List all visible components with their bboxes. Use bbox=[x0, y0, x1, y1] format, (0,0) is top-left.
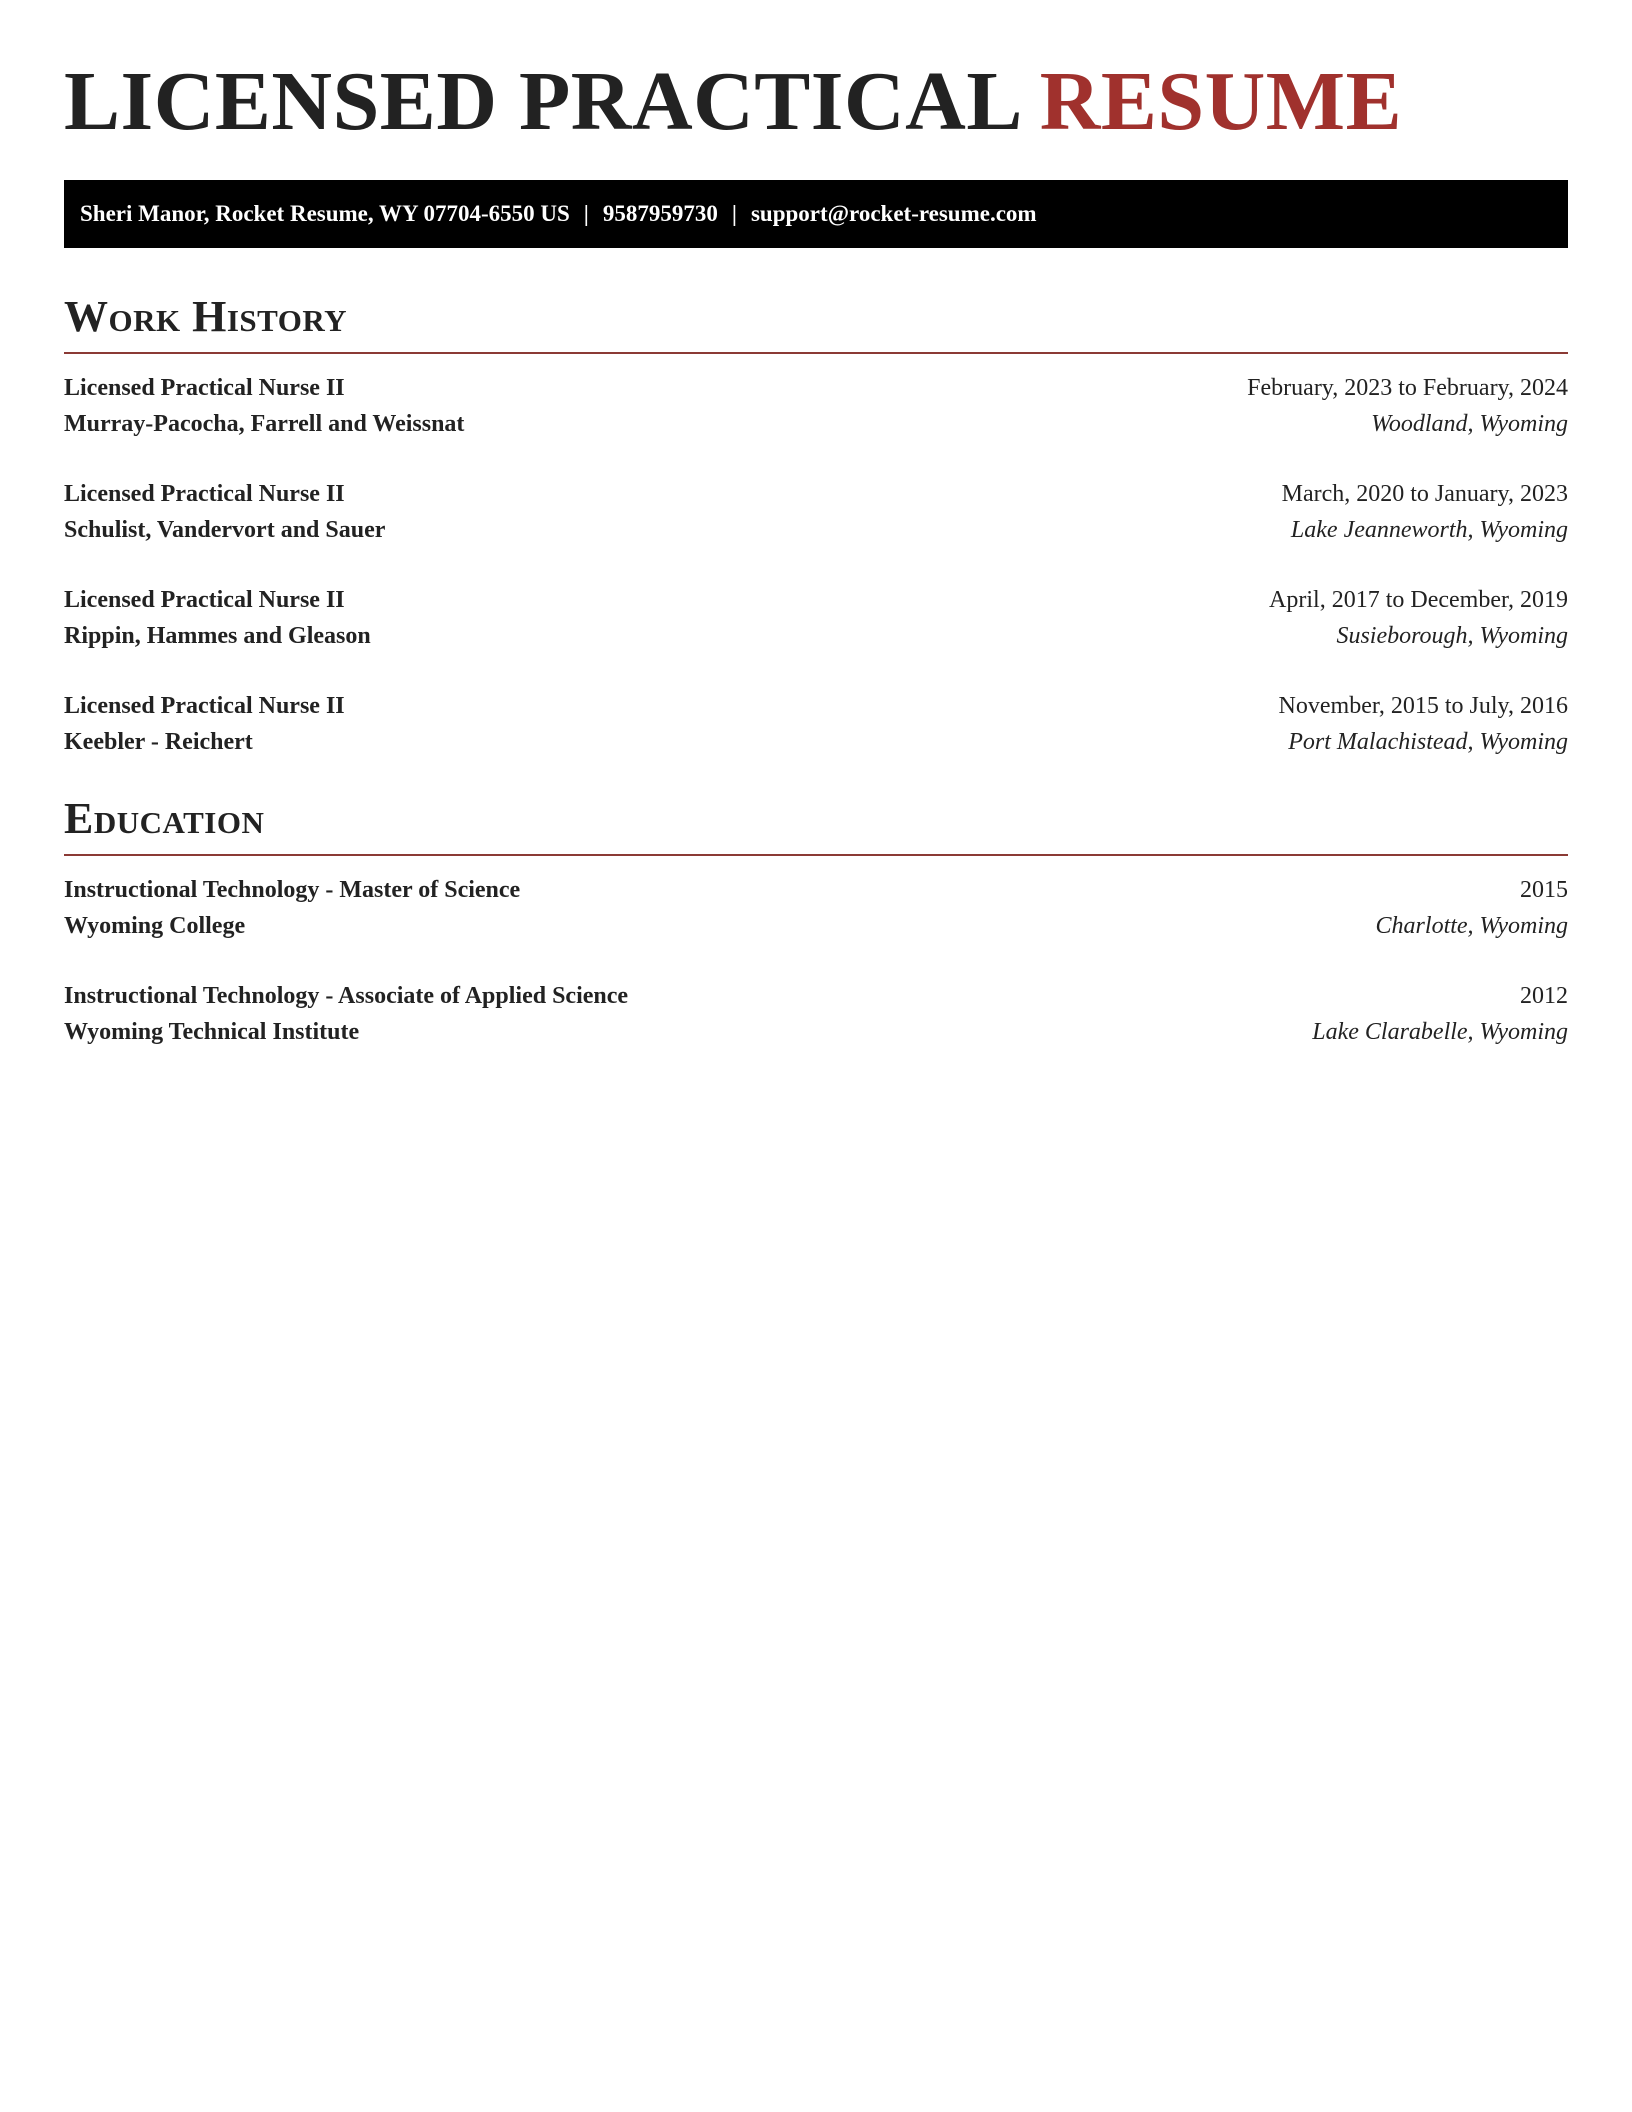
education-list bbox=[64, 872, 1568, 1050]
job-location: Port Malachistead, Wyoming bbox=[1288, 729, 1568, 755]
job-title: Licensed Practical Nurse II bbox=[64, 375, 345, 401]
title-accent: RESUME bbox=[1039, 55, 1403, 148]
education-entry-bottom-row bbox=[64, 1014, 1568, 1050]
work-history-heading: Work History bbox=[64, 292, 1568, 354]
work-entry bbox=[64, 688, 1568, 760]
school-name: Wyoming Technical Institute bbox=[64, 1019, 360, 1045]
work-entry-top-row bbox=[64, 688, 1568, 724]
education-entry bbox=[64, 978, 1568, 1050]
job-title: Licensed Practical Nurse II bbox=[64, 481, 345, 507]
employer-name: Keebler - Reichert bbox=[64, 729, 253, 755]
job-dates: April, 2017 to December, 2019 bbox=[1269, 587, 1568, 613]
job-dates: February, 2023 to February, 2024 bbox=[1247, 375, 1568, 401]
education-section bbox=[64, 794, 1568, 1050]
work-entry-bottom-row bbox=[64, 406, 1568, 442]
job-title: Licensed Practical Nurse II bbox=[64, 693, 345, 719]
work-entry bbox=[64, 476, 1568, 548]
work-entry bbox=[64, 582, 1568, 654]
employer-name: Rippin, Hammes and Gleason bbox=[64, 623, 371, 649]
work-entry-top-row bbox=[64, 582, 1568, 618]
work-entry-bottom-row bbox=[64, 618, 1568, 654]
school-name: Wyoming College bbox=[64, 913, 246, 939]
work-entry bbox=[64, 370, 1568, 442]
contact-address: Sheri Manor, Rocket Resume, WY 07704-6550 US bbox=[80, 201, 570, 226]
contact-phone: 9587959730 bbox=[602, 201, 718, 226]
job-location: Lake Jeanneworth, Wyoming bbox=[1290, 517, 1568, 543]
degree-name: Instructional Technology - Associate of Applied Science bbox=[64, 983, 629, 1009]
education-entry bbox=[64, 872, 1568, 944]
work-entry-bottom-row bbox=[64, 724, 1568, 760]
job-title: Licensed Practical Nurse II bbox=[64, 587, 345, 613]
contact-email: support@rocket-resume.com bbox=[750, 201, 1037, 226]
job-dates: March, 2020 to January, 2023 bbox=[1281, 481, 1568, 507]
employer-name: Schulist, Vandervort and Sauer bbox=[64, 517, 386, 543]
resume-title bbox=[64, 56, 1568, 148]
work-entry-top-row bbox=[64, 476, 1568, 512]
work-history-list bbox=[64, 370, 1568, 760]
work-entry-top-row bbox=[64, 370, 1568, 406]
job-location: Woodland, Wyoming bbox=[1371, 411, 1568, 437]
school-location: Charlotte, Wyoming bbox=[1375, 913, 1568, 939]
job-location: Susieborough, Wyoming bbox=[1336, 623, 1568, 649]
job-dates: November, 2015 to July, 2016 bbox=[1278, 693, 1568, 719]
graduation-year: 2012 bbox=[1520, 983, 1568, 1009]
degree-name: Instructional Technology - Master of Science bbox=[64, 877, 521, 903]
education-entry-bottom-row bbox=[64, 908, 1568, 944]
education-entry-top-row bbox=[64, 978, 1568, 1014]
contact-separator: | bbox=[731, 201, 737, 226]
work-entry-bottom-row bbox=[64, 512, 1568, 548]
employer-name: Murray-Pacocha, Farrell and Weissnat bbox=[64, 411, 465, 437]
school-location: Lake Clarabelle, Wyoming bbox=[1312, 1019, 1568, 1045]
contact-separator: | bbox=[583, 201, 589, 226]
graduation-year: 2015 bbox=[1520, 877, 1568, 903]
education-heading: Education bbox=[64, 794, 1568, 856]
contact-bar bbox=[64, 180, 1568, 248]
title-main: LICENSED PRACTICAL bbox=[64, 55, 1019, 148]
work-history-section bbox=[64, 292, 1568, 760]
education-entry-top-row bbox=[64, 872, 1568, 908]
